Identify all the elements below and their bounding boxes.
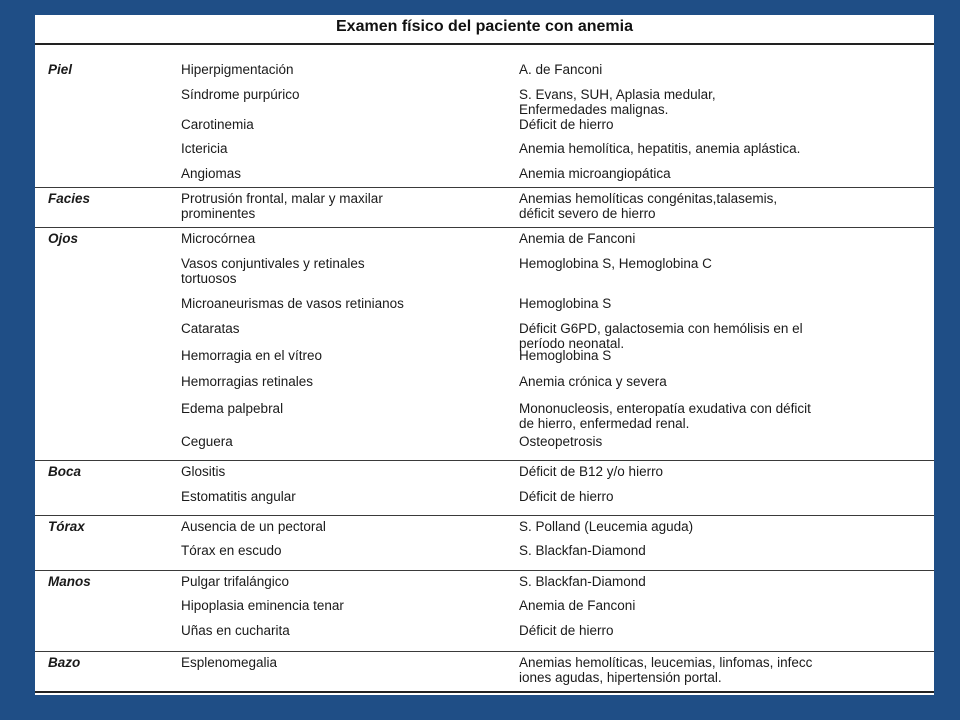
section-divider — [35, 227, 934, 228]
region-label: Manos — [48, 574, 91, 589]
document-page — [35, 15, 934, 695]
finding-text: Glositis — [181, 464, 226, 479]
section-divider — [35, 187, 934, 188]
cause-text: Hemoglobina S — [519, 348, 612, 363]
finding-text: Uñas en cucharita — [181, 623, 290, 638]
region-label: Bazo — [48, 655, 81, 670]
cause-text: Anemias hemolíticas, leucemias, linfomas, infecc iones agudas, hipertensión portal. — [519, 655, 813, 685]
cause-text: Anemia microangiopática — [519, 166, 671, 181]
region-label: Boca — [48, 464, 82, 479]
cause-text: Anemias hemolíticas congénitas,talasemis, déficit severo de hierro — [519, 191, 778, 221]
cause-text: Déficit de B12 y/o hierro — [519, 464, 664, 479]
finding-text: Carotinemia — [181, 117, 254, 132]
finding-text: Edema palpebral — [181, 401, 284, 416]
region-label: Ojos — [48, 231, 79, 246]
section-divider — [35, 515, 934, 516]
title-rule — [35, 43, 934, 45]
finding-text: Cataratas — [181, 321, 240, 336]
cause-text: Anemia hemolítica, hepatitis, anemia aplástica. — [519, 141, 801, 156]
cause-text: Anemia de Fanconi — [519, 231, 636, 246]
cause-text: Déficit de hierro — [519, 489, 614, 504]
finding-text: Microaneurismas de vasos retinianos — [181, 296, 404, 311]
finding-text: Ceguera — [181, 434, 233, 449]
section-divider — [35, 651, 934, 652]
finding-text: Tórax en escudo — [181, 543, 282, 558]
cause-text: S. Evans, SUH, Aplasia medular, Enfermedades malignas. — [519, 87, 716, 117]
finding-text: Hiperpigmentación — [181, 62, 294, 77]
cause-text: S. Blackfan-Diamond — [519, 574, 646, 589]
cause-text: Mononucleosis, enteropatía exudativa con déficit de hierro, enfermedad renal. — [519, 401, 811, 431]
page-title: Examen físico del paciente con anemia — [336, 18, 633, 35]
cause-text: Osteopetrosis — [519, 434, 603, 449]
finding-text: Pulgar trifalángico — [181, 574, 290, 589]
finding-text: Hemorragias retinales — [181, 374, 314, 389]
cause-text: Déficit de hierro — [519, 117, 614, 132]
finding-text: Microcórnea — [181, 231, 256, 246]
cause-text: Déficit de hierro — [519, 623, 614, 638]
cause-text: Hemoglobina S — [519, 296, 612, 311]
finding-text: Vasos conjuntivales y retinales tortuosos — [181, 256, 365, 286]
finding-text: Ictericia — [181, 141, 228, 156]
finding-text: Protrusión frontal, malar y maxilar prominentes — [181, 191, 383, 221]
cause-text: Hemoglobina S, Hemoglobina C — [519, 256, 712, 271]
finding-text: Estomatitis angular — [181, 489, 296, 504]
section-divider — [35, 570, 934, 571]
region-label: Tórax — [48, 519, 85, 534]
cause-text: A. de Fanconi — [519, 62, 603, 77]
region-label: Piel — [48, 62, 73, 77]
finding-text: Ausencia de un pectoral — [181, 519, 326, 534]
finding-text: Hipoplasia eminencia tenar — [181, 598, 344, 613]
finding-text: Síndrome purpúrico — [181, 87, 300, 102]
region-label: Facies — [48, 191, 91, 206]
table-bottom-rule — [35, 691, 934, 693]
cause-text: Anemia de Fanconi — [519, 598, 636, 613]
cause-text: Anemia crónica y severa — [519, 374, 667, 389]
section-divider — [35, 460, 934, 461]
finding-text: Angiomas — [181, 166, 242, 181]
cause-text: S. Polland (Leucemia aguda) — [519, 519, 694, 534]
finding-text: Hemorragia en el vítreo — [181, 348, 323, 363]
cause-text: S. Blackfan-Diamond — [519, 543, 646, 558]
cause-text: Déficit G6PD, galactosemia con hemólisis en el período neonatal. — [519, 321, 803, 351]
finding-text: Esplenomegalia — [181, 655, 278, 670]
